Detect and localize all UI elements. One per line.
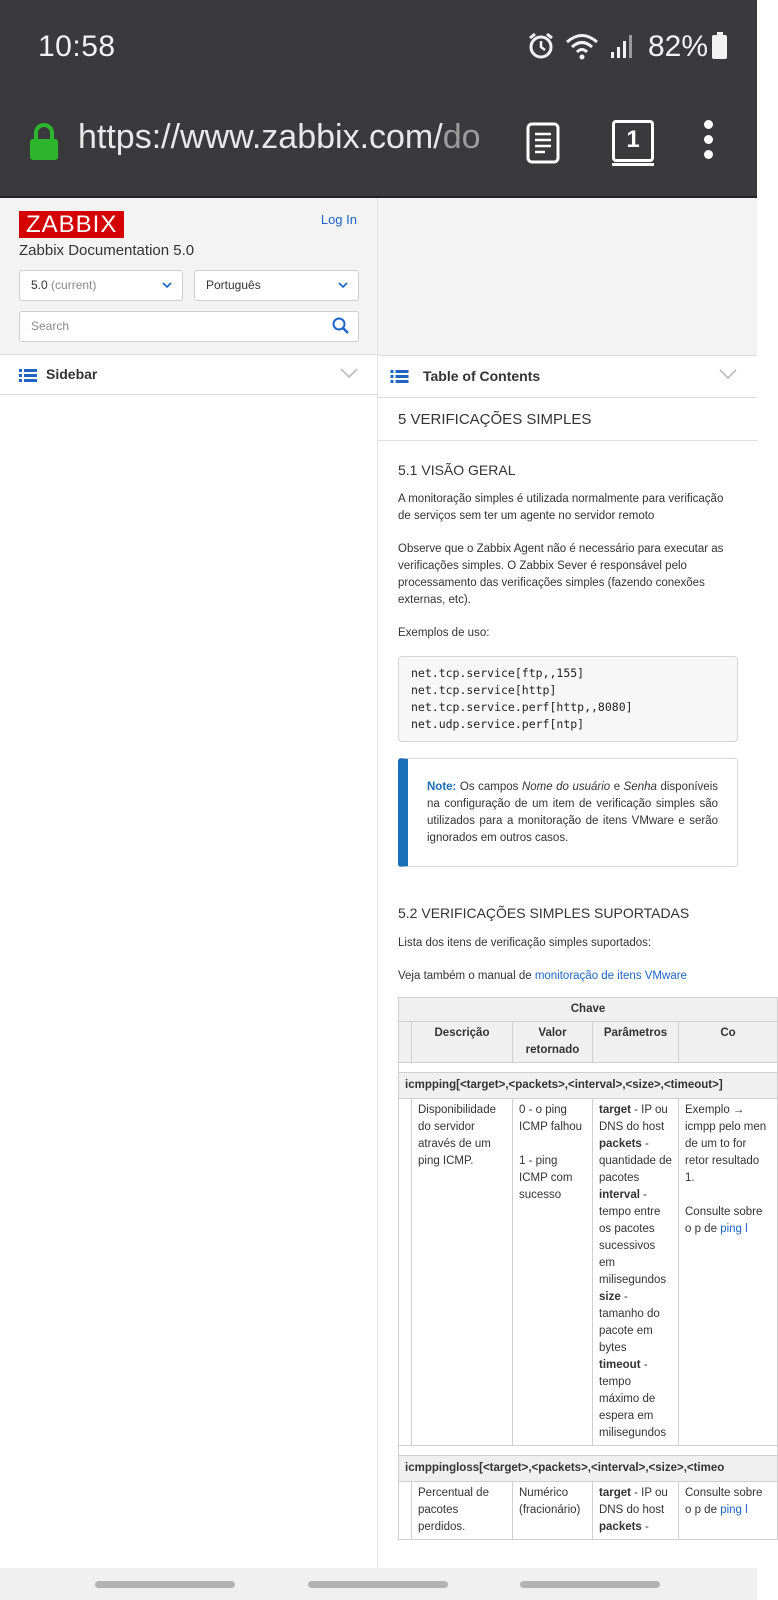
version-select[interactable] <box>19 270 183 301</box>
lock-icon <box>28 122 60 162</box>
indent-cell <box>399 1099 412 1446</box>
login-link[interactable]: Log In <box>320 212 357 227</box>
paragraph: Lista dos itens de verificação simples suportados: <box>398 937 652 949</box>
table-row <box>399 1456 778 1482</box>
param-name: target <box>599 1104 631 1116</box>
nav-recents-handle[interactable] <box>95 1581 235 1588</box>
param-name: size <box>599 1291 621 1303</box>
param-desc: - IP ou DNS do host <box>599 1487 668 1516</box>
note-box <box>398 758 738 867</box>
doc-title: Zabbix Documentation 5.0 <box>19 242 195 259</box>
search-placeholder: Search <box>31 319 70 333</box>
description-cell: Percentual de pacotes perdidos. <box>412 1482 513 1540</box>
url-faded-text: do <box>442 118 481 156</box>
note-text: e <box>610 781 624 793</box>
chevron-down-icon <box>338 271 348 300</box>
alarm-icon <box>527 32 555 60</box>
item-key: icmpping[<target>,<packets>,<interval>,<size>,<timeout>] <box>399 1073 778 1099</box>
value-text: 1 - ping ICMP com sucesso <box>519 1155 573 1201</box>
code-block <box>398 656 738 742</box>
note-emphasis: Nome do usuário <box>521 781 611 793</box>
battery-icon <box>712 35 727 59</box>
paragraph: Observe que o Zabbix Agent não é necessário para executar as verificações simples. O Zabbix Sever é responsável pelo processamento das verificações simples (fazendo conexões externas, etc). <box>398 543 724 606</box>
chevron-down-icon <box>162 271 172 300</box>
column-header: Parâmetros <box>593 1022 679 1063</box>
table-of-contents-toggle[interactable] <box>378 356 757 398</box>
zabbix-logo[interactable]: ZABBIX <box>19 211 124 238</box>
table-header-row <box>399 1022 778 1063</box>
code-line: net.tcp.service.perf[http,,8080] <box>411 700 633 714</box>
nav-back-handle[interactable] <box>520 1581 660 1588</box>
toc-label: Table of Contents <box>423 368 541 384</box>
browser-toolbar <box>0 96 757 198</box>
left-panel <box>0 198 378 1568</box>
battery-percent: 82% <box>647 30 708 63</box>
right-header-blank <box>378 198 757 356</box>
code-line: net.udp.service.perf[ntp] <box>411 717 585 731</box>
list-icon <box>19 369 37 382</box>
column-header: Co <box>679 1022 778 1063</box>
chevron-down-icon <box>719 368 737 380</box>
section-heading: 5.1 VISÃO GERAL <box>398 462 516 478</box>
table-spacer <box>399 1446 778 1456</box>
column-indent <box>399 1022 412 1063</box>
param-name: packets <box>599 1138 642 1150</box>
code-line: net.tcp.service[ftp,,155] <box>411 666 585 680</box>
comments-cell <box>679 1099 778 1446</box>
battery-indicator <box>648 30 727 64</box>
section-heading: 5.2 VERIFICAÇÕES SIMPLES SUPORTADAS <box>398 905 690 921</box>
ping-link[interactable]: ping l <box>720 1504 748 1516</box>
comment-prefix: Consulte sobre o p de <box>685 1206 763 1235</box>
signal-icon <box>609 32 637 60</box>
param-desc: - tempo entre os pacotes sucessivos em milisegundos <box>599 1189 667 1286</box>
note-label: Note: <box>427 781 457 793</box>
search-input[interactable] <box>19 311 359 342</box>
note-text: disponíveis na configuração de um item de verificação simples são utilizados para a monitoração de itens VMware e serão ignorados em outros casos. <box>427 781 719 844</box>
param-desc: - tamanho do pacote em bytes <box>599 1291 660 1354</box>
param-name: packets <box>599 1521 642 1533</box>
url-text: https://www.zabbix.com/ <box>78 118 443 156</box>
sidebar-label: Sidebar <box>46 366 98 382</box>
note-text: Os campos <box>456 781 522 793</box>
comment-prefix: Consulte sobre o p de <box>685 1487 763 1516</box>
language-value: Português <box>206 278 261 292</box>
value-cell <box>513 1099 593 1446</box>
paragraph: Exemplos de uso: <box>398 627 490 639</box>
version-value: 5.0 <box>31 278 48 292</box>
param-desc: - quantidade de pacotes <box>599 1138 672 1184</box>
parameters-cell <box>593 1099 679 1446</box>
sidebar-toggle[interactable] <box>0 355 378 395</box>
table-row <box>399 1099 778 1446</box>
comments-cell <box>679 1482 778 1540</box>
paragraph <box>398 968 738 985</box>
vmware-monitoring-link[interactable]: monitoração de itens VMware <box>534 970 687 982</box>
article-content <box>398 398 767 1540</box>
status-bar <box>0 0 757 96</box>
search-icon[interactable] <box>332 317 350 335</box>
param-desc: - tempo máximo de espera em milisegundos <box>599 1359 667 1439</box>
status-time: 10:58 <box>38 30 116 63</box>
wifi-icon <box>565 32 599 60</box>
value-text: 0 - o ping ICMP falhou <box>519 1104 583 1133</box>
value-cell: Numérico (fracionário) <box>513 1482 593 1540</box>
comment-text: Exemplo → icmpp pelo men de um to for retor resultado 1. <box>685 1104 767 1184</box>
version-note: (current) <box>51 278 97 292</box>
param-desc: - IP ou DNS do host <box>599 1104 668 1133</box>
paragraph: A monitoração simples é utilizada normalmente para verificação de serviços sem ter um agente no servidor remoto <box>398 493 724 522</box>
ping-link[interactable]: ping l <box>720 1223 748 1235</box>
column-header: Chave <box>399 998 778 1022</box>
indent-cell <box>399 1482 412 1540</box>
description-cell: Disponibilidade do servidor através de um ping ICMP. <box>412 1099 513 1446</box>
system-navigation-bar <box>0 1568 757 1600</box>
reader-mode-icon[interactable] <box>526 122 560 164</box>
page-title: 5 VERIFICAÇÕES SIMPLES <box>378 398 758 441</box>
param-name: target <box>599 1487 631 1499</box>
comment-text <box>685 1204 771 1238</box>
site-header <box>0 198 377 355</box>
table-spacer <box>399 1063 778 1073</box>
tab-switcher-button[interactable]: 1 <box>612 120 654 162</box>
table-row <box>399 1482 778 1540</box>
column-header: Valor retornado <box>513 1022 593 1063</box>
code-line: net.tcp.service[http] <box>411 683 557 697</box>
nav-home-handle[interactable] <box>308 1581 448 1588</box>
parameters-cell <box>593 1482 679 1540</box>
paragraph-text: Veja também o manual de <box>398 970 535 982</box>
param-name: interval <box>599 1189 640 1201</box>
chevron-down-icon <box>340 367 358 379</box>
status-icons <box>527 32 637 60</box>
url-field[interactable] <box>78 118 498 157</box>
overflow-menu-icon[interactable] <box>704 120 713 159</box>
param-desc: - <box>641 1521 649 1533</box>
note-emphasis: Senha <box>623 781 657 793</box>
item-key: icmppingloss[<target>,<packets>,<interval>,<size>,<timeo <box>399 1456 778 1482</box>
list-icon <box>390 370 409 383</box>
param-name: timeout <box>599 1359 641 1371</box>
language-select[interactable] <box>194 270 359 301</box>
column-header: Descrição <box>412 1022 513 1063</box>
right-panel <box>378 198 767 1568</box>
table-row <box>399 1073 778 1099</box>
table-header-row <box>399 998 778 1022</box>
simple-checks-table <box>398 997 778 1540</box>
